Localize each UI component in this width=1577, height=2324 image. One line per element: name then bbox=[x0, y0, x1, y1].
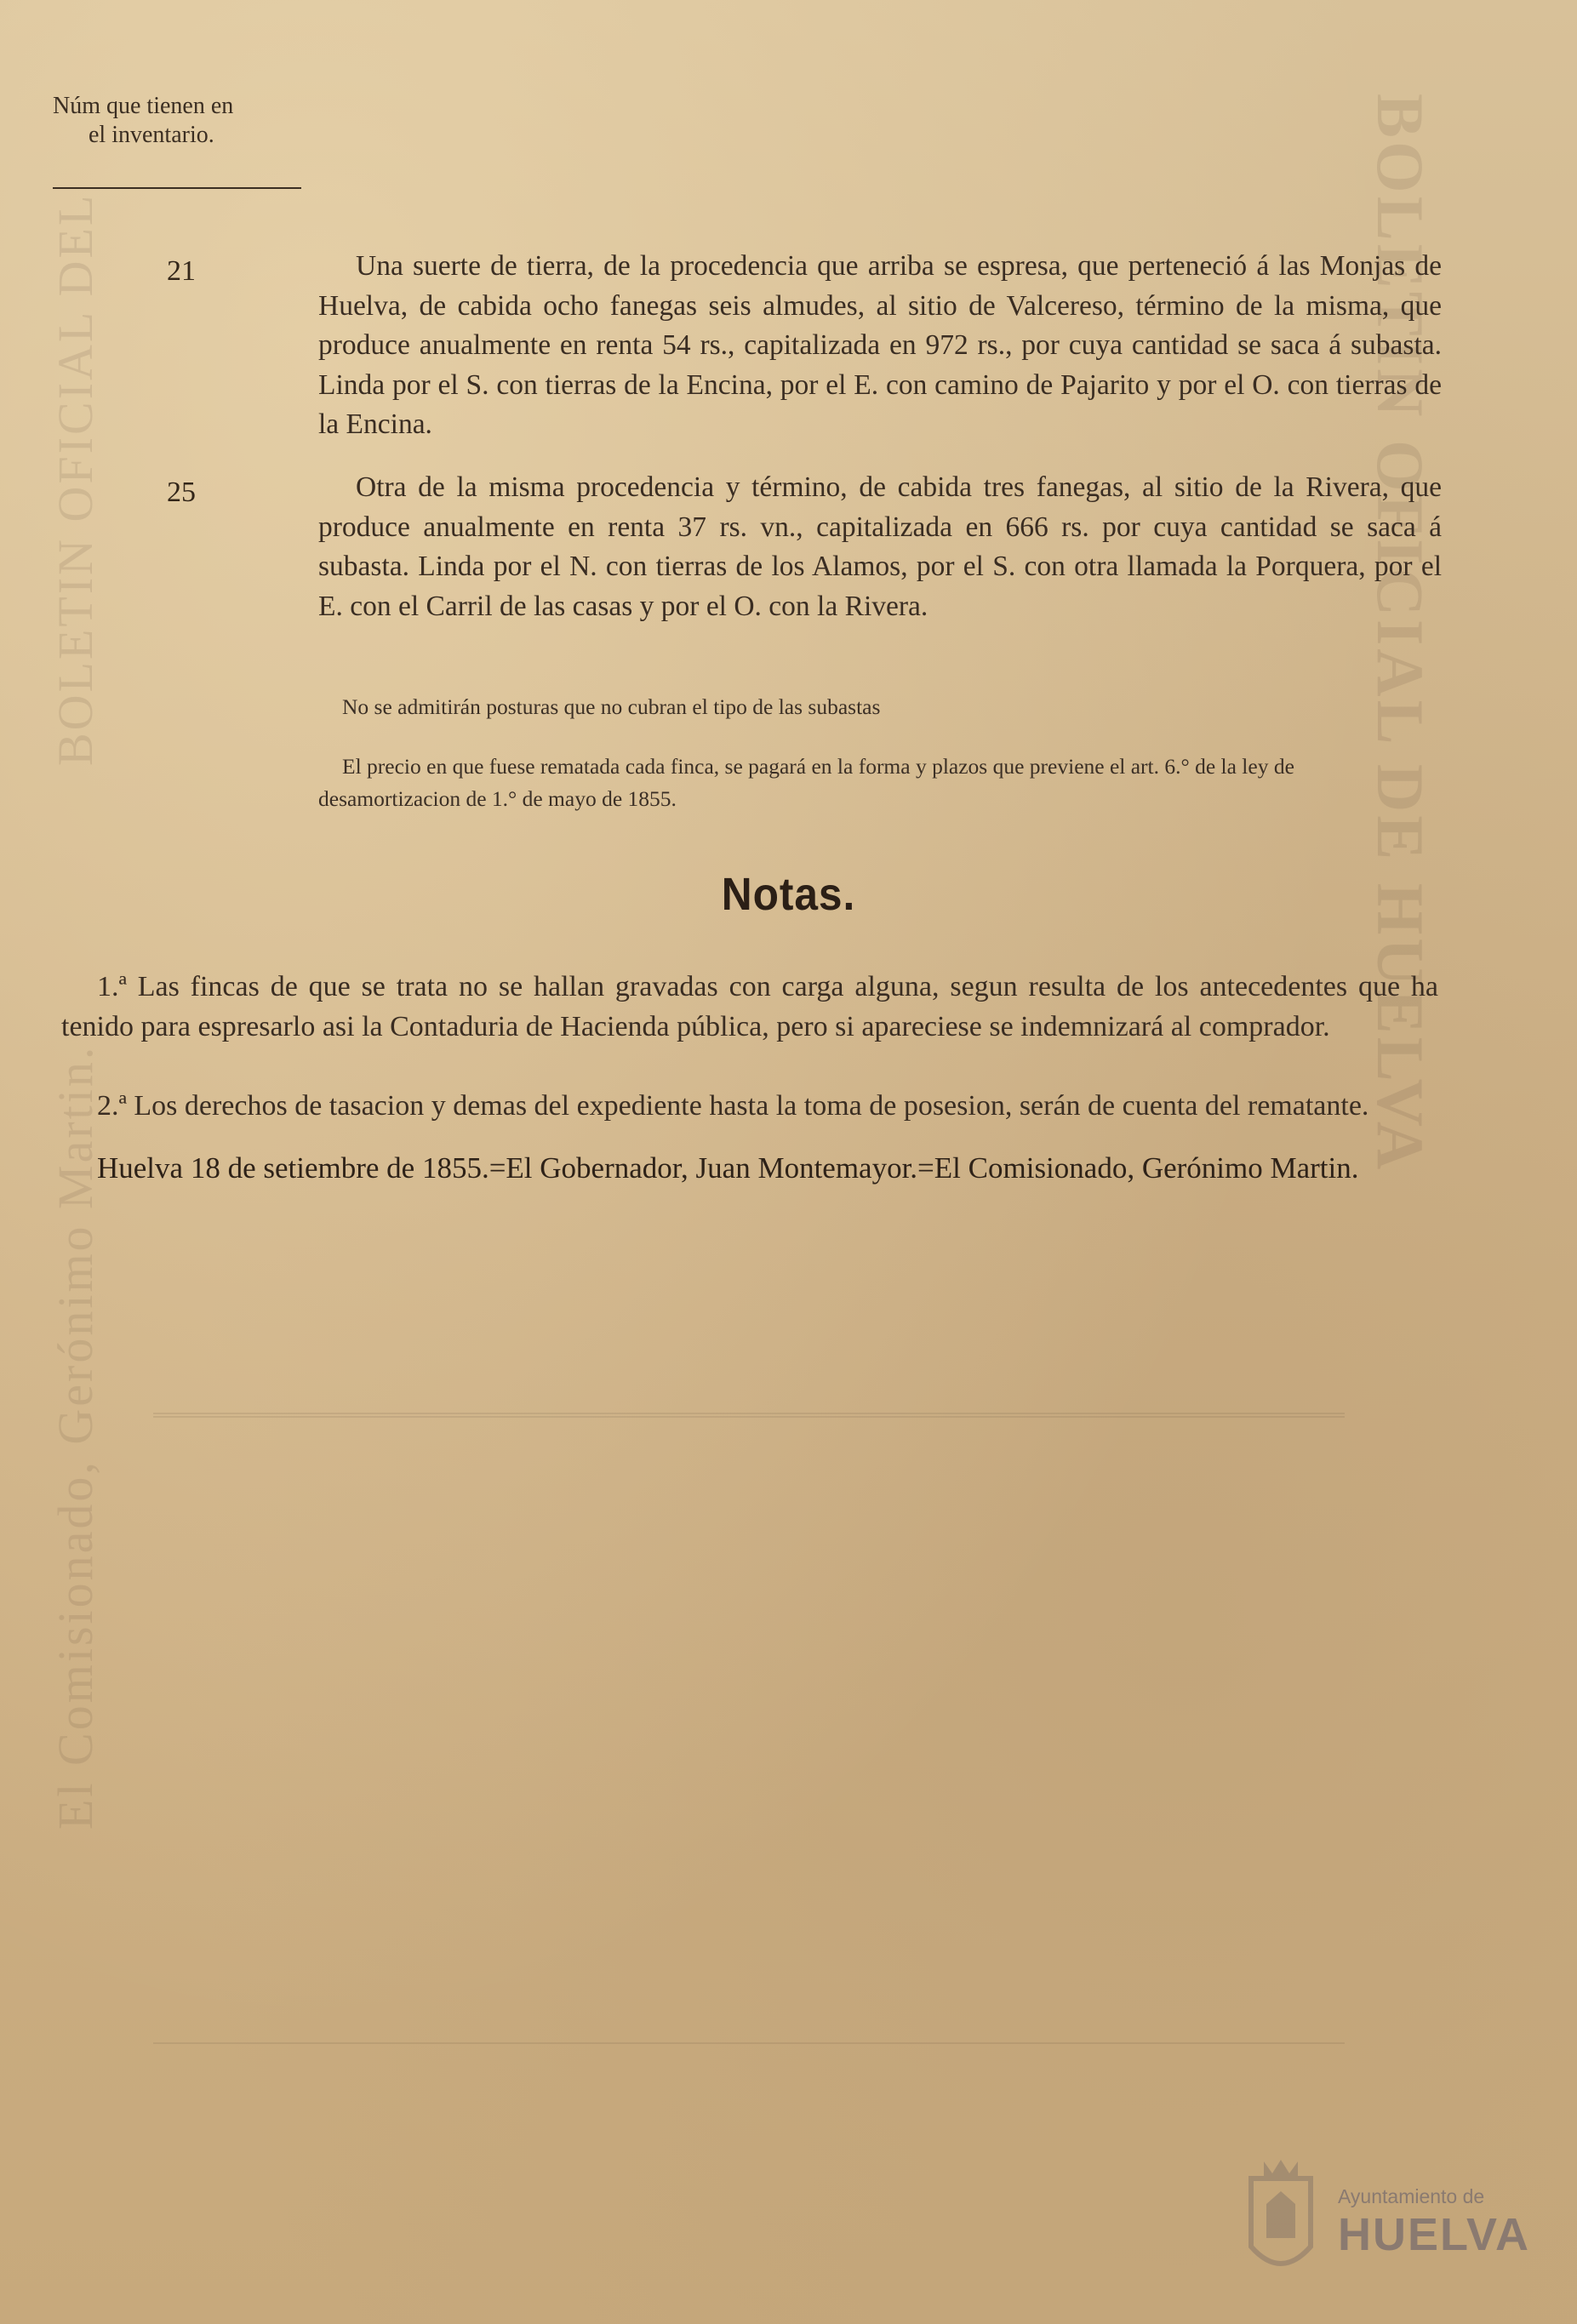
entry-number: 25 bbox=[167, 477, 196, 508]
notas-title: Notas. bbox=[721, 869, 856, 920]
note-item-text: 2.ª Los derechos de tasacion y demas del expediente hasta la toma de posesion, serán de cuenta del rematante. bbox=[97, 1090, 1369, 1122]
entry-text bbox=[318, 247, 1442, 445]
note-item bbox=[61, 967, 1438, 1047]
entry-text-body: Otra de la misma procedencia y término, de cabida tres fanegas, al sitio de la Rivera, que produce anualmente en renta 37 rs. vn., capitalizada en 666 rs. por cuya cantidad se saca á subasta. Linda por el N. con tierras de los Alamos, por el S. con otra llamada la Porquera, por el E. con el Carril de las casas y por el O. con la Rivera. bbox=[318, 471, 1442, 622]
entry-number: 21 bbox=[167, 255, 196, 287]
entry-text-body: Una suerte de tierra, de la procedencia que arriba se espresa, que perteneció á las Monjas de Huelva, de cabida ocho fanegas seis almudes, al sitio de Valcereso, término de la misma, que produce anualmente en renta 54 rs., capitalizada en 972 rs., por cuya cantidad se saca á subasta. Linda por el S. con tierras de la Encina, por el E. con camino de Pajarito y por el O. con tierras de la Encina. bbox=[318, 250, 1442, 440]
bleed-through-right: BOLETIN OFICIAL DE HUELVA bbox=[1363, 94, 1437, 1173]
signature-line bbox=[61, 1148, 1438, 1189]
bleed-through-left: El Comisionado, Gerónimo Martin. bbox=[48, 1044, 103, 1830]
header-label-line2: el inventario. bbox=[89, 121, 214, 148]
header-rule bbox=[53, 187, 301, 189]
watermark-line2: HUELVA bbox=[1338, 2209, 1530, 2260]
note-item-text: 1.ª Las fincas de que se trata no se hallan gravadas con carga alguna, segun resulta de los antecedentes que ha tenido para espresarlo asi la Contaduria de Hacienda pública, pero si apareciese se indemnizará al comprador. bbox=[61, 971, 1438, 1042]
inventory-column-header bbox=[53, 92, 233, 149]
entry-text bbox=[318, 468, 1442, 626]
condition-precio-text: El precio en que fuese rematada cada finca, se pagará en la forma y plazos que previene el art. 6.° de la ley de desamortizacion de 1.° de mayo de 1855. bbox=[318, 754, 1294, 811]
header-label-line1: Núm que tienen en bbox=[53, 93, 234, 119]
condition-precio bbox=[318, 751, 1442, 815]
signature-text: Huelva 18 de setiembre de 1855.=El Gobernador, Juan Montemayor.=El Comisionado, Gerónimo Martin. bbox=[97, 1151, 1359, 1185]
bleed-through-left-upper: BOLETIN OFICIAL DEL bbox=[48, 192, 103, 766]
condition-posturas bbox=[318, 691, 1442, 723]
watermark-line1: Ayuntamiento de bbox=[1338, 2185, 1485, 2207]
bleed-through-table-lines bbox=[153, 1413, 1345, 2059]
condition-posturas-text: No se admitirán posturas que no cubran el tipo de las subastas bbox=[342, 694, 881, 719]
note-item bbox=[61, 1086, 1438, 1126]
